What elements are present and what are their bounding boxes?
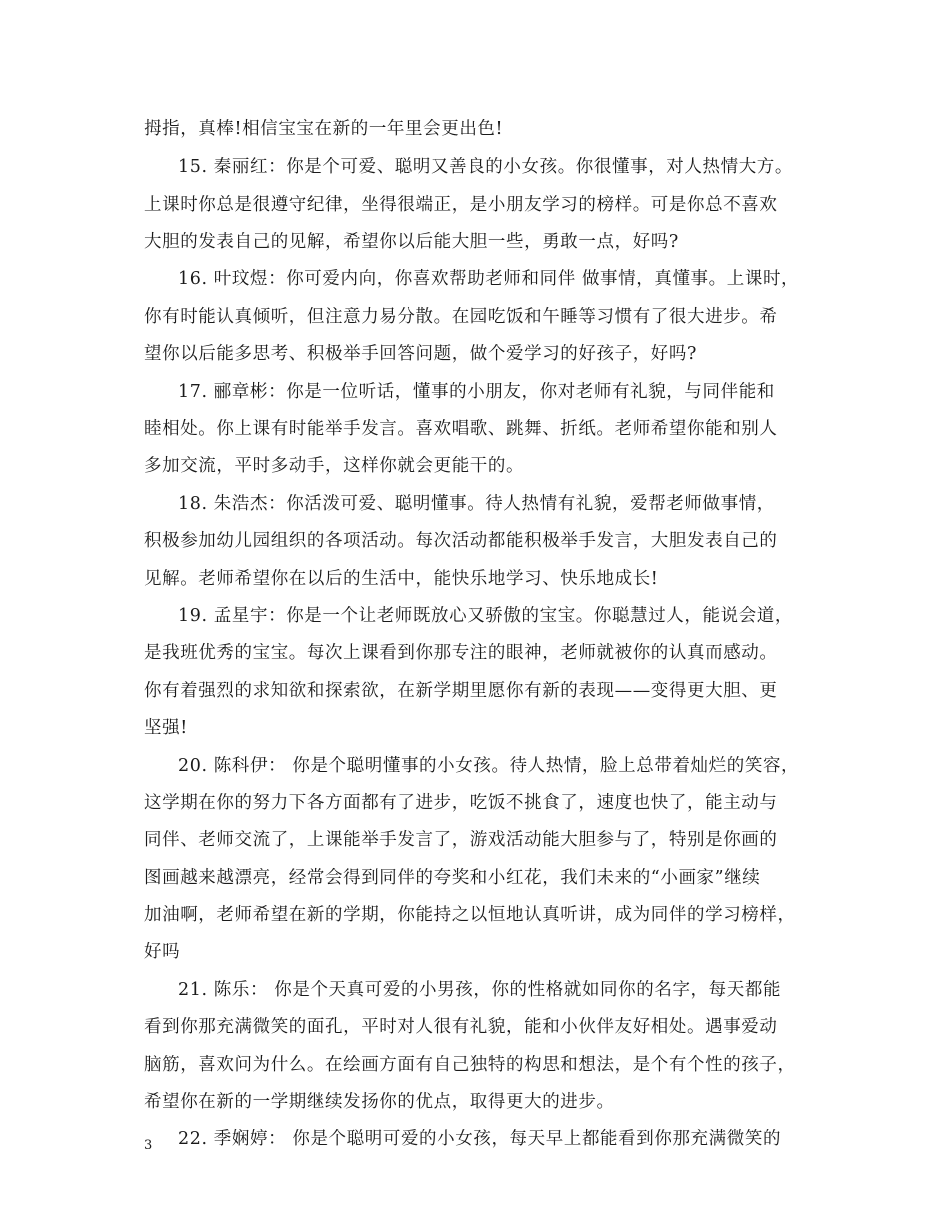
- paragraph-22-start: 22. 季娴婷： 你是个聪明可爱的小女孩，每天早上都能看到你那充满微笑的: [178, 1129, 782, 1149]
- paragraph-17-start: 17. 郦章彬：你是一位听话，懂事的小朋友，你对老师有礼貌，与同伴能和: [178, 382, 775, 402]
- text-line: 大胆的发表自己的见解，希望你以后能大胆一些，勇敢一点，好吗?: [144, 232, 679, 252]
- page-number: 3: [144, 1138, 153, 1153]
- text-line: 见解。老师希望你在以后的生活中，能快乐地学习、快乐地成长!: [144, 569, 659, 589]
- text-line: 加油啊，老师希望在新的学期，你能持之以恒地认真听讲，成为同伴的学习榜样，: [144, 905, 796, 925]
- paragraph-21-start: 21. 陈乐： 你是个天真可爱的小男孩，你的性格就如同你的名字，每天都能: [178, 980, 782, 1000]
- paragraph-18-start: 18. 朱浩杰：你活泼可爱、聪明懂事。待人热情有礼貌，爱帮老师做事情，: [178, 494, 775, 514]
- text-line: 多加交流，平时多动手，这样你就会更能干的。: [144, 456, 525, 476]
- paragraph-15-start: 15. 秦丽红：你是个可爱、聪明又善良的小女孩。你很懂事，对人热情大方。: [178, 157, 793, 177]
- text-line: 同伴、老师交流了，上课能举手发言了，游戏活动能大胆参与了，特别是你画的: [144, 830, 778, 850]
- text-line: 坚强!: [144, 718, 188, 738]
- text-line: 积极参加幼儿园组织的各项活动。每次活动都能积极举手发言，大胆发表自己的: [144, 531, 778, 551]
- text-line: 上课时你总是很遵守纪律，坐得很端正，是小朋友学习的榜样。可是你总不喜欢: [144, 195, 778, 215]
- text-line: 希望你在新的一学期继续发扬你的优点，取得更大的进步。: [144, 1092, 615, 1112]
- text-line: 图画越来越漂亮，经常会得到同伴的夸奖和小红花，我们未来的“小画家”继续: [144, 868, 761, 888]
- text-line: 是我班优秀的宝宝。每次上课看到你那专注的眼神，老师就被你的认真而感动。: [144, 643, 778, 663]
- text-line: 你有着强烈的求知欲和探索欲，在新学期里愿你有新的表现——变得更大胆、更: [144, 681, 778, 701]
- text-line: 脑筋，喜欢问为什么。在绘画方面有自己独特的构思和想法，是个有个性的孩子，: [144, 1055, 796, 1075]
- text-line: 望你以后能多思考、积极举手回答问题，做个爱学习的好孩子，好吗?: [144, 344, 697, 364]
- text-line: 好吗: [144, 942, 181, 962]
- text-line: 睦相处。你上课有时能举手发言。喜欢唱歌、跳舞、折纸。老师希望你能和别人: [144, 419, 778, 439]
- paragraph-16-start: 16. 叶玟煜：你可爱内向，你喜欢帮助老师和同伴 做事情，真懂事。上课时，: [178, 269, 800, 289]
- text-line: 看到你那充满微笑的面孔，平时对人很有礼貌，能和小伙伴友好相处。遇事爱动: [144, 1017, 778, 1037]
- paragraph-20-start: 20. 陈科伊： 你是个聪明懂事的小女孩。待人热情，脸上总带着灿烂的笑容，: [178, 756, 800, 776]
- paragraph-19-start: 19. 孟星宇：你是一个让老师既放心又骄傲的宝宝。你聪慧过人，能说会道，: [178, 606, 793, 626]
- text-line: 这学期在你的努力下各方面都有了进步，吃饭不挑食了，速度也快了，能主动与: [144, 793, 778, 813]
- text-line: 你有时能认真倾听，但注意力易分散。在园吃饭和午睡等习惯有了很大进步。希: [144, 307, 778, 327]
- text-line: 拇指，真棒!相信宝宝在新的一年里会更出色!: [144, 119, 504, 139]
